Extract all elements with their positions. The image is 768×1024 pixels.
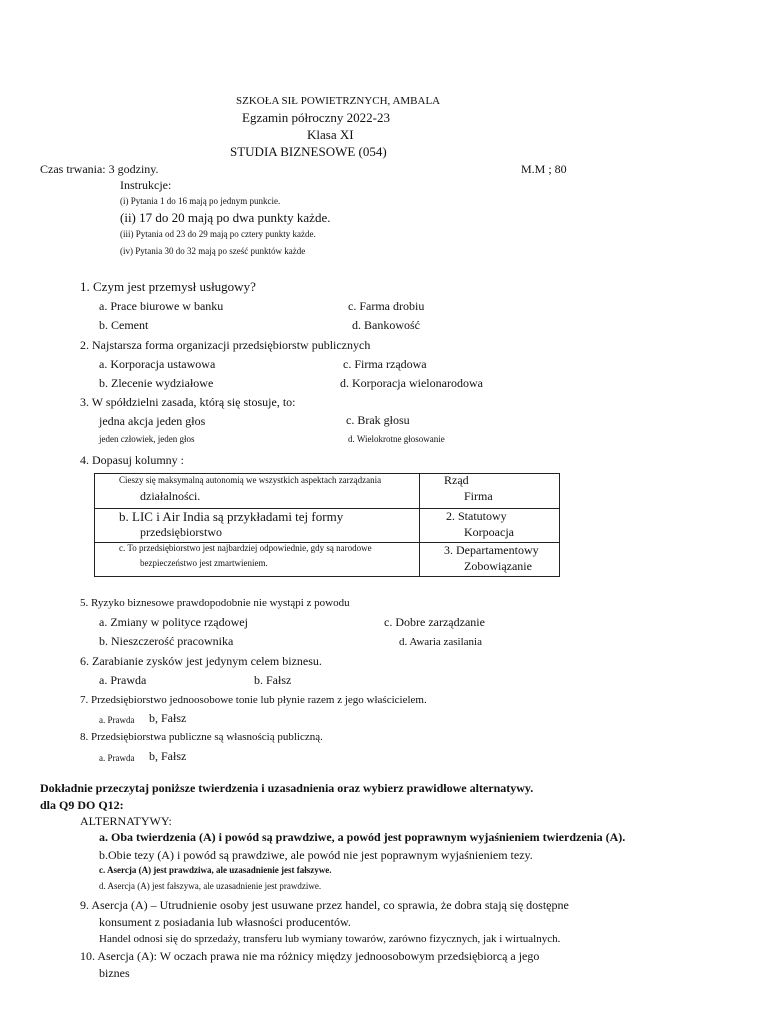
match-row bbox=[95, 509, 560, 543]
match-row bbox=[95, 543, 560, 577]
q7-option-b: b, Fałsz bbox=[149, 711, 187, 725]
match-right-cell bbox=[420, 474, 560, 509]
match-left-line1: Cieszy się maksymalną autonomią we wszystkich aspektach zarządzania bbox=[119, 475, 382, 485]
q6-option-b: b. Fałsz bbox=[254, 673, 292, 687]
match-left-cell bbox=[95, 509, 420, 543]
q7-option-a: a. Prawda bbox=[99, 715, 135, 725]
max-marks-label: M.M ; 80 bbox=[521, 162, 567, 176]
match-right-cell bbox=[420, 543, 560, 577]
alternative-a: a. Oba twierdzenia (A) i powód są prawdziwe, a powód jest poprawnym wyjaśnieniem twierdzenia (A). bbox=[99, 830, 626, 844]
match-left-line2: działalności. bbox=[140, 489, 201, 503]
instruction-item: (iii) Pytania od 23 do 29 mają po cztery punkty każde. bbox=[120, 229, 316, 239]
q5-option-d: d. Awaria zasilania bbox=[399, 636, 482, 648]
question-9-line2: konsument z posiadania lub własności producentów. bbox=[99, 915, 351, 929]
subject-title: STUDIA BIZNESOWE (054) bbox=[230, 144, 387, 159]
q2-option-c: c. Firma rządowa bbox=[343, 357, 427, 371]
question-6: 6. Zarabianie zysków jest jedynym celem biznesu. bbox=[80, 654, 322, 668]
match-right-cell bbox=[420, 509, 560, 543]
q1-option-c: c. Farma drobiu bbox=[348, 299, 425, 313]
question-5: 5. Ryzyko biznesowe prawdopodobnie nie wystąpi z powodu bbox=[80, 597, 350, 609]
question-8: 8. Przedsiębiorstwa publiczne są własnością publiczną. bbox=[80, 731, 323, 743]
q6-option-a: a. Prawda bbox=[99, 673, 147, 687]
match-right-line1: 3. Departamentowy bbox=[444, 543, 539, 557]
question-4: 4. Dopasuj kolumny : bbox=[80, 453, 184, 467]
q5-option-b: b. Nieszczerość pracownika bbox=[99, 634, 234, 648]
assertion-heading: Dokładnie przeczytaj poniższe twierdzenia i uzasadnienia oraz wybierz prawidłowe alternatywy. bbox=[40, 781, 534, 795]
duration-label: Czas trwania: 3 godziny. bbox=[40, 162, 159, 176]
match-left-line2: przedsiębiorstwo bbox=[140, 525, 222, 539]
assertion-subheading: dla Q9 DO Q12: bbox=[40, 798, 124, 812]
question-10-line1: 10. Asercja (A): W oczach prawa nie ma różnicy między jednoosobowym przedsiębiorcą a jego bbox=[80, 949, 540, 963]
alternative-b: b.Obie tezy (A) i powód są prawdziwe, ale powód nie jest poprawnym wyjaśnieniem tezy. bbox=[99, 848, 533, 862]
alternative-c: c. Asercja (A) jest prawdziwa, ale uzasadnienie jest fałszywe. bbox=[99, 865, 332, 875]
q5-option-a: a. Zmiany w polityce rządowej bbox=[99, 615, 248, 629]
q1-option-a: a. Prace biurowe w banku bbox=[99, 299, 224, 313]
match-left-cell bbox=[95, 543, 420, 577]
match-left-cell bbox=[95, 474, 420, 509]
match-row bbox=[95, 474, 560, 509]
q8-option-a: a. Prawda bbox=[99, 753, 135, 763]
q2-option-d: d. Korporacja wielonarodowa bbox=[340, 376, 483, 390]
q3-option-c: c. Brak głosu bbox=[346, 413, 410, 427]
instruction-item: (iv) Pytania 30 do 32 mają po sześć punktów każde bbox=[120, 246, 306, 256]
q2-option-b: b. Zlecenie wydziałowe bbox=[99, 376, 214, 390]
question-9-line1: 9. Asercja (A) – Utrudnienie osoby jest usuwane przez handel, co sprawia, że dobra stają się dostępne bbox=[80, 898, 569, 912]
match-left-line1: b. LIC i Air India są przykładami tej formy bbox=[119, 509, 344, 524]
q2-option-a: a. Korporacja ustawowa bbox=[99, 357, 216, 371]
q5-option-c: c. Dobre zarządzanie bbox=[384, 615, 485, 629]
q3-option-b: jeden człowiek, jeden głos bbox=[99, 434, 195, 444]
instruction-item: (i) Pytania 1 do 16 mają po jednym punkcie. bbox=[120, 196, 281, 206]
instructions-title: Instrukcje: bbox=[120, 178, 172, 192]
alternatives-title: ALTERNATYWY: bbox=[80, 814, 172, 828]
question-3: 3. W spółdzielni zasada, którą się stosuje, to: bbox=[80, 395, 296, 409]
school-name: SZKOŁA SIŁ POWIETRZNYCH, AMBALA bbox=[236, 95, 441, 107]
question-9-line3: Handel odnosi się do sprzedaży, transferu lub wymiany towarów, zarówno fizycznych, jak i wirtualnych. bbox=[99, 933, 561, 945]
match-left-line1: c. To przedsiębiorstwo jest najbardziej odpowiednie, gdy są narodowe bbox=[119, 543, 372, 553]
question-10-line2: biznes bbox=[99, 966, 130, 980]
match-left-line2: bezpieczeństwo jest zmartwieniem. bbox=[140, 558, 268, 568]
question-2: 2. Najstarsza forma organizacji przedsiębiorstw publicznych bbox=[80, 338, 371, 352]
q1-option-b: b. Cement bbox=[99, 318, 149, 332]
alternative-d: d. Asercja (A) jest fałszywa, ale uzasadnienie jest prawdziwe. bbox=[99, 881, 322, 891]
match-right-line2: Zobowiązanie bbox=[464, 559, 532, 573]
q8-option-b: b, Fałsz bbox=[149, 749, 187, 763]
match-right-line1: Rząd bbox=[444, 473, 469, 487]
match-right-line1: 2. Statutowy bbox=[446, 509, 507, 523]
exam-title: Egzamin półroczny 2022-23 bbox=[242, 110, 391, 125]
question-7: 7. Przedsiębiorstwo jednoosobowe tonie lub płynie razem z jego właścicielem. bbox=[80, 694, 427, 706]
match-right-line2: Korpoacja bbox=[464, 525, 514, 539]
match-columns-table bbox=[94, 473, 560, 577]
match-right-line2: Firma bbox=[464, 489, 493, 503]
class-label: Klasa XI bbox=[307, 127, 354, 142]
question-1: 1. Czym jest przemysł usługowy? bbox=[80, 279, 256, 294]
q1-option-d: d. Bankowość bbox=[352, 318, 420, 332]
q3-option-d: d. Wielokrotne głosowanie bbox=[348, 434, 445, 444]
instruction-item: (ii) 17 do 20 mają po dwa punkty każde. bbox=[120, 210, 331, 225]
q3-option-a: jedna akcja jeden głos bbox=[99, 414, 206, 428]
